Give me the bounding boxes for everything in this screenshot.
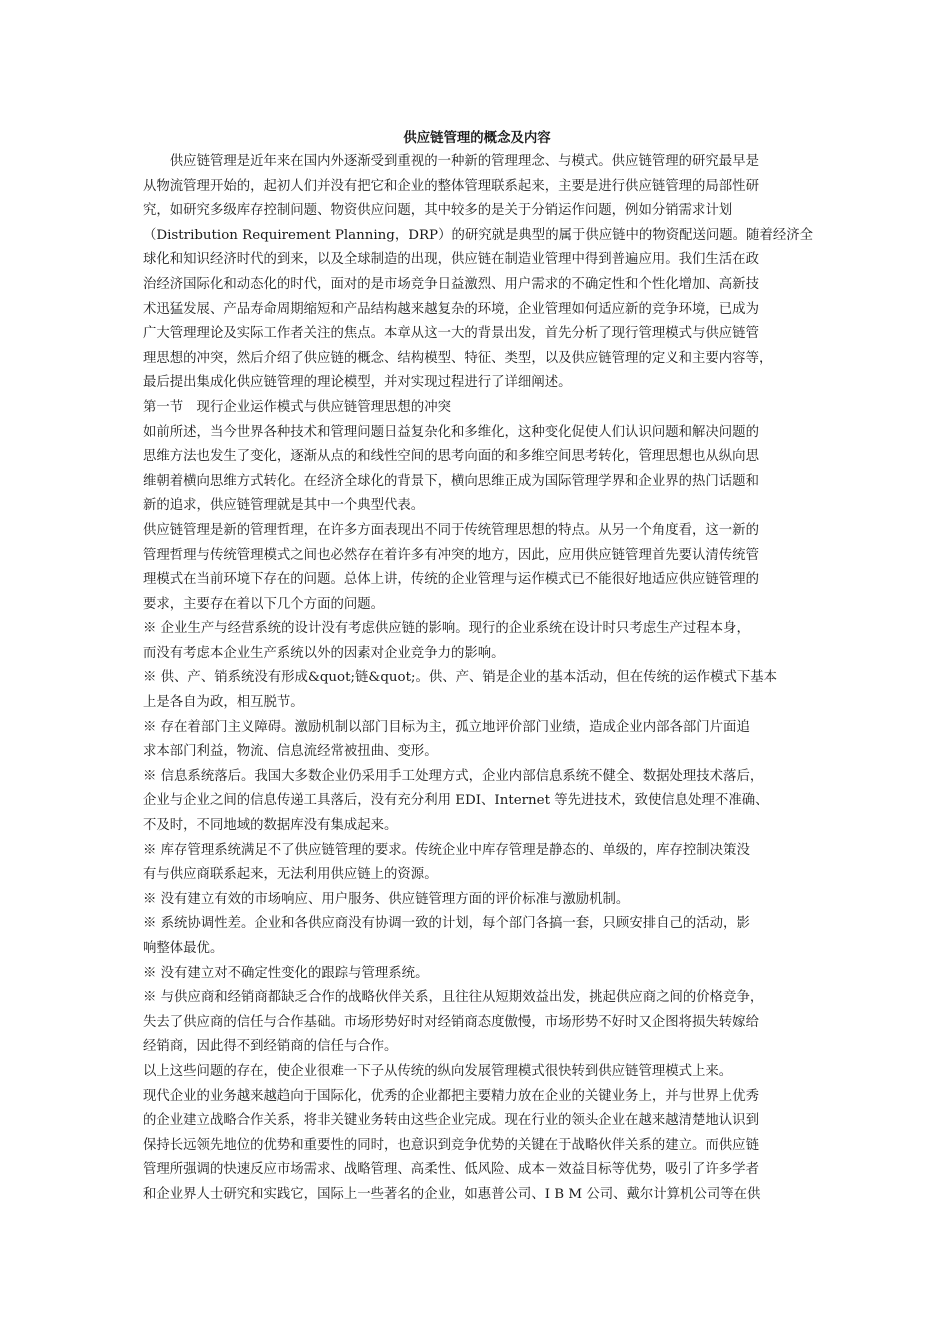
bullet-item — [143, 617, 811, 666]
bullet-item — [143, 666, 811, 715]
text-line: 思维方法也发生了变化，逐渐从点的和线性空间的思考向面的和多维空间思考转化，管理思想也从纵向思 — [143, 449, 759, 465]
document-body — [143, 127, 811, 1208]
text-line: 治经济国际化和动态化的时代，面对的是市场竞争日益激烈、用户需求的不确定性和个性化增加、高新技 — [143, 276, 759, 292]
text-line: 不及时，不同地域的数据库没有集成起来。 — [143, 818, 398, 834]
text-line: ※ 没有建立有效的市场响应、用户服务、供应链管理方面的评价标准与激励机制。 — [143, 891, 630, 907]
text-line: （Distribution Requirement Planning，DRP）的研究就是典型的属于供应链中的物资配送问题。随着经济全 — [143, 227, 813, 243]
text-line: 广大管理理论及实际工作者关注的焦点。本章从这一大的背景出发，首先分析了现行管理模式与供应链管 — [143, 326, 759, 342]
text-line: 和企业界人士研究和实践它，国际上一些著名的企业，如惠普公司、I B M 公司、戴尔计算机公司等在供 — [143, 1186, 761, 1202]
text-line: 现代企业的业务越来越趋向于国际化，优秀的企业都把主要精力放在企业的关键业务上，并与世界上优秀 — [143, 1088, 759, 1104]
bullet-item — [143, 888, 811, 913]
text-line: 理模式在当前环境下存在的问题。总体上讲，传统的企业管理与运作模式已不能很好地适应供应链管理的 — [143, 572, 759, 588]
bullet-item — [143, 839, 811, 888]
bullet-item — [143, 765, 811, 839]
text-line: 最后提出集成化供应链管理的理论模型，并对实现过程进行了详细阐述。 — [143, 375, 572, 391]
paragraph-4 — [143, 1085, 811, 1208]
text-line: 供应链管理是近年来在国内外逐渐受到重视的一种新的管理理念、与模式。供应链管理的研究最早是 — [169, 154, 759, 169]
text-line: 究，如研究多级库存控制问题、物资供应问题，其中较多的是关于分销运作问题，例如分销需求计划 — [143, 203, 733, 219]
text-line: 失去了供应商的信任与合作基础。市场形势好时对经销商态度傲慢，市场形势不好时又企图将损失转嫁给 — [143, 1014, 759, 1030]
text-line: 企业与企业之间的信息传递工具落后，没有充分利用 EDI、Internet 等先进技术，致使信息处理不准确、 — [143, 793, 769, 809]
paragraph-2 — [143, 519, 811, 617]
text-line: 保持长远领先地位的优势和重要性的同时，也意识到竞争优势的关键在于战略伙伴关系的建立。而供应链 — [143, 1137, 759, 1153]
document-title: 供应链管理的概念及内容 — [403, 130, 551, 146]
text-line: 以上这些问题的存在，使企业很难一下子从传统的纵向发展管理模式很快转到供应链管理模式上来。 — [143, 1063, 733, 1079]
text-line: 有与供应商联系起来，无法利用供应链上的资源。 — [143, 867, 438, 883]
text-line: 的企业建立战略合作关系，将非关键业务转由这些企业完成。现在行业的领头企业在越来越清楚地认识到 — [143, 1113, 759, 1129]
text-line: 从物流管理开始的，起初人们并没有把它和企业的整体管理联系起来，主要是进行供应链管理的局部性研 — [143, 178, 759, 194]
text-line: 管理所强调的快速反应市场需求、战略管理、高柔性、低风险、成本－效益目标等优势，吸引了许多学者 — [143, 1162, 759, 1178]
intro-paragraph — [143, 150, 811, 396]
text-line: 新的追求，供应链管理就是其中一个典型代表。 — [143, 498, 425, 514]
text-line: 经销商，因此得不到经销商的信任与合作。 — [143, 1039, 398, 1055]
text-line: 求本部门利益，物流、信息流经常被扭曲、变形。 — [143, 744, 438, 760]
text-line: 术迅猛发展、产品寿命周期缩短和产品结构越来越复杂的环境，企业管理如何适应新的竞争环境，已成为 — [143, 301, 759, 317]
text-line: ※ 库存管理系统满足不了供应链管理的要求。传统企业中库存管理是静态的、单级的，库存控制决策没 — [143, 842, 750, 858]
text-line: 上是各自为政，相互脱节。 — [143, 695, 304, 711]
bullet-item — [143, 962, 811, 987]
text-line: 球化和知识经济时代的到来，以及全球制造的出现，供应链在制造业管理中得到普遍应用。我们生活在政 — [143, 252, 759, 268]
text-line: 维朝着横向思维方式转化。在经济全球化的背景下，横向思维正成为国际管理学界和企业界的热门话题和 — [143, 473, 759, 489]
text-line: ※ 没有建立对不确定性变化的跟踪与管理系统。 — [143, 965, 429, 981]
text-line: 而没有考虑本企业生产系统以外的因素对企业竞争力的影响。 — [143, 645, 505, 661]
text-line: ※ 与供应商和经销商都缺乏合作的战略伙伴关系，且往往从短期效益出发，挑起供应商之间的价格竞争， — [143, 990, 764, 1006]
text-line: 供应链管理是新的管理哲理，在许多方面表现出不同于传统管理思想的特点。从另一个角度看，这一新的 — [143, 522, 759, 538]
text-line: ※ 信息系统落后。我国大多数企业仍采用手工处理方式，企业内部信息系统不健全、数据处理技术落后， — [143, 768, 764, 784]
bullet-item — [143, 912, 811, 961]
text-line: ※ 存在着部门主义障碍。激励机制以部门目标为主，孤立地评价部门业绩，造成企业内部各部门片面追 — [143, 719, 750, 735]
text-line: 理思想的冲突，然后介绍了供应链的概念、结构模型、特征、类型，以及供应链管理的定义和主要内容等， — [143, 350, 773, 366]
text-line: 要求，主要存在着以下几个方面的问题。 — [143, 596, 385, 612]
text-line: 如前所述，当今世界各种技术和管理问题日益复杂化和多维化，这种变化促使人们认识问题和解决问题的 — [143, 424, 759, 440]
section-heading: 第一节 现行企业运作模式与供应链管理思想的冲突 — [143, 399, 451, 415]
bullet-item — [143, 986, 811, 1060]
paragraph-1 — [143, 421, 811, 519]
text-line: 管理哲理与传统管理模式之间也必然存在着许多有冲突的地方，因此，应用供应链管理首先要认清传统管 — [143, 547, 759, 563]
text-line: ※ 系统协调性差。企业和各供应商没有协调一致的计划，每个部门各搞一套，只顾安排自己的活动，影 — [143, 916, 750, 932]
text-line: 响整体最优。 — [143, 941, 224, 956]
paragraph-3 — [143, 1060, 811, 1085]
text-line: ※ 企业生产与经营系统的设计没有考虑供应链的影响。现行的企业系统在设计时只考虑生产过程本身， — [143, 621, 750, 637]
bullet-item — [143, 716, 811, 765]
text-line: ※ 供、产、销系统没有形成&quot;链&quot;。供、产、销是企业的基本活动，但在传统的运作模式下基本 — [143, 670, 778, 686]
